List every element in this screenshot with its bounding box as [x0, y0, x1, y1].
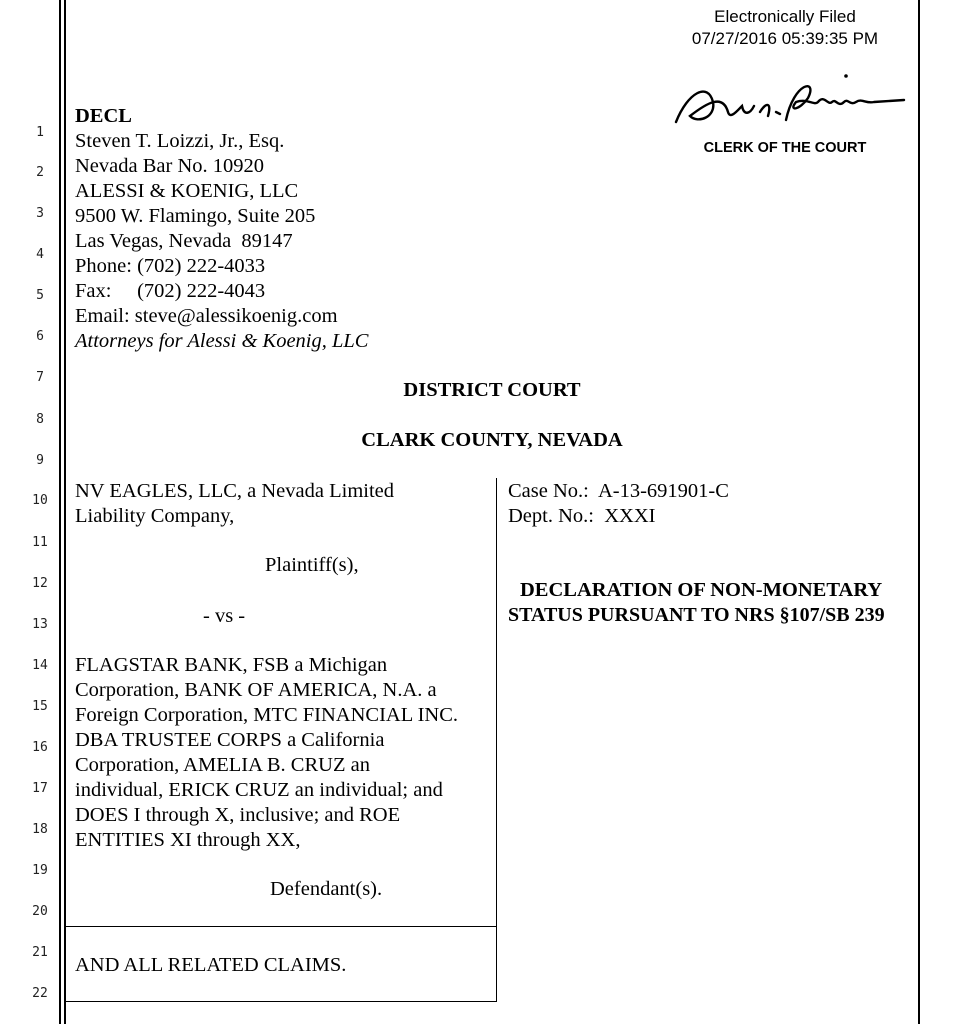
plaintiff-line: Liability Company, [75, 505, 235, 527]
fax: Fax: (702) 222-4043 [75, 280, 266, 302]
phone: Phone: (702) 222-4033 [75, 255, 266, 277]
case-number: Case No.: A-13-691901-C [508, 480, 729, 502]
clerk-of-court-label: CLERK OF THE COURT [703, 140, 867, 156]
defendant-line: DBA TRUSTEE CORPS a California [75, 729, 385, 751]
attorneys-for: Attorneys for Alessi & Koenig, LLC [75, 330, 369, 352]
plaintiff-line: NV EAGLES, LLC, a Nevada Limited [75, 480, 395, 502]
document-title-line-2: STATUS PURSUANT TO NRS §107/SB 239 [508, 604, 885, 626]
address-line-2: Las Vegas, Nevada 89147 [75, 230, 293, 252]
line-number: 10 [32, 493, 48, 508]
line-number: 20 [32, 904, 48, 919]
left-margin-rule-outer [59, 0, 61, 1024]
defendant-line: individual, ERICK CRUZ an individual; and [75, 779, 443, 801]
bar-number: Nevada Bar No. 10920 [75, 155, 265, 177]
right-margin-rule [918, 0, 920, 1024]
line-number: 8 [36, 412, 44, 427]
line-number: 17 [32, 781, 48, 796]
line-number: 2 [36, 165, 44, 180]
line-number: 19 [32, 863, 48, 878]
defendant-line: Corporation, BANK OF AMERICA, N.A. a [75, 679, 437, 701]
line-number: 5 [36, 288, 44, 303]
caption-divider-2 [66, 1001, 497, 1002]
versus: - vs - [203, 605, 246, 627]
filed-datetime: 07/27/2016 05:39:35 PM [691, 29, 879, 48]
line-number: 16 [32, 740, 48, 755]
line-number: 18 [32, 822, 48, 837]
defendant-line: ENTITIES XI through XX, [75, 829, 301, 851]
line-number: 22 [32, 986, 48, 1001]
caption-divider-1 [66, 926, 497, 927]
defendant-line: Foreign Corporation, MTC FINANCIAL INC. [75, 704, 459, 726]
line-number: 1 [36, 125, 44, 140]
line-number: 4 [36, 247, 44, 262]
line-number: 15 [32, 699, 48, 714]
electronic-filing-stamp [660, 6, 910, 50]
related-claims: AND ALL RELATED CLAIMS. [75, 954, 347, 976]
caption-vertical-divider [496, 478, 497, 1002]
defendant-role: Defendant(s). [270, 878, 383, 900]
line-number: 6 [36, 329, 44, 344]
document-title-line-1: DECLARATION OF NON-MONETARY [520, 579, 883, 601]
attorney-name: Steven T. Loizzi, Jr., Esq. [75, 130, 285, 152]
line-number: 3 [36, 206, 44, 221]
attorney-block [75, 104, 368, 354]
line-number: 13 [32, 617, 48, 632]
email: Email: steve@alessikoenig.com [75, 305, 338, 327]
left-margin-rule-inner [64, 0, 66, 1024]
defendant-line: Corporation, AMELIA B. CRUZ an [75, 754, 370, 776]
line-number: 14 [32, 658, 48, 673]
court-county: CLARK COUNTY, NEVADA [361, 429, 623, 451]
plaintiff-role: Plaintiff(s), [265, 554, 359, 576]
line-number: 21 [32, 945, 48, 960]
defendant-line: DOES I through X, inclusive; and ROE [75, 804, 401, 826]
court-name: DISTRICT COURT [403, 379, 581, 401]
address-line-1: 9500 W. Flamingo, Suite 205 [75, 205, 316, 227]
line-number: 12 [32, 576, 48, 591]
firm-name: ALESSI & KOENIG, LLC [75, 180, 299, 202]
filed-label: Electronically Filed [714, 7, 856, 26]
line-number: 9 [36, 453, 44, 468]
defendant-list [75, 653, 458, 853]
department-number: Dept. No.: XXXI [508, 505, 656, 527]
defendant-line: FLAGSTAR BANK, FSB a Michigan [75, 654, 388, 676]
clerk-signature [668, 72, 908, 134]
line-number: 11 [32, 535, 48, 550]
line-number: 7 [36, 370, 44, 385]
document-code: DECL [75, 105, 132, 127]
